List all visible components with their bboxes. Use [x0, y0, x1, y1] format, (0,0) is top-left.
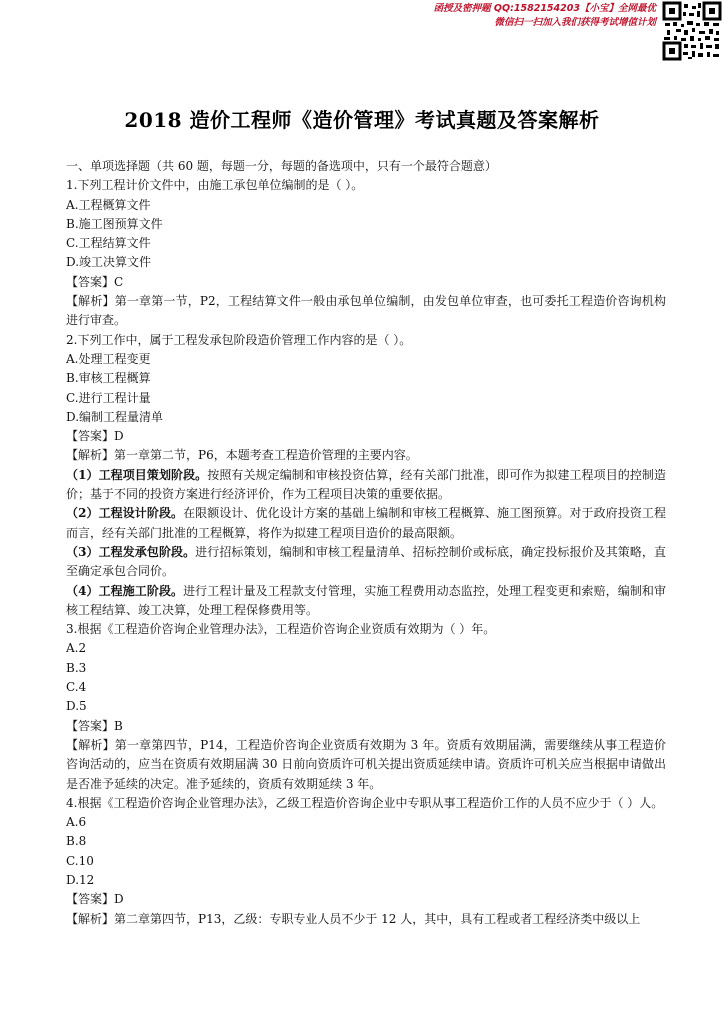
question-stem: 3.根据《工程造价咨询企业管理办法》，工程造价咨询企业资质有效期为（ ）年。 [66, 622, 496, 637]
option-d: D.编制工程量清单 [66, 409, 164, 424]
analysis: 【解析】第二章第四节，P13，乙级：专职专业人员不少于 12 人，其中，具有工程或者工程经济类中级以上 [66, 911, 641, 926]
analysis-point-label: （2）工程设计阶段。 [66, 506, 184, 521]
qr-code-icon [662, 1, 722, 61]
analysis-point-text: 进行招标策划，编制和审核工程量清单、招标控制价或标底，确定投标报价及其策略，直至确定承包合同价。 [66, 544, 666, 579]
analysis-point-label: （4）工程施工阶段。 [66, 583, 184, 598]
option-b: B.8 [66, 834, 87, 849]
analysis: 【解析】第一章第二节，P6，本题考查工程造价管理的主要内容。 [66, 448, 418, 463]
question-stem: 2.下列工作中，属于工程发承包阶段造价管理工作内容的是（ ）。 [66, 332, 412, 347]
analysis-point-text: 按照有关规定编制和审核投资估算，经有关部门批准，即可作为拟建工程项目的控制造价；基于不同的投资方案进行经济评价，作为工程项目决策的重要依据。 [66, 467, 666, 502]
analysis: 【解析】第一章第一节，P2，工程结算文件一般由承包单位编制，由发包单位审查，也可委托工程造价咨询机构进行审查。 [66, 294, 666, 328]
analysis-point-text: 在限额设计、优化设计方案的基础上编制和审核工程概算、施工图预算。对于政府投资工程而言，经有关部门批准的工程概算，将作为拟建工程项目造价的最高限额。 [66, 506, 666, 540]
section-heading: 一、单项选择题（共 60 题，每题一分，每题的备选项中，只有一个最符合题意） [66, 159, 497, 173]
analysis-point-text: 进行工程计量及工程款支付管理，实施工程费用动态监控，处理工程变更和索赔，编制和审核工程结算、竣工决算，处理工程保修费用等。 [66, 583, 666, 617]
analysis-point-label: （3）工程发承包阶段。 [66, 544, 196, 559]
analysis-point [66, 504, 666, 543]
promo-banner-line1: 函授及密押题 QQ:1582154203【小宝】全网最优 [433, 3, 656, 14]
analysis-point-label: （1）工程项目策划阶段。 [66, 467, 208, 482]
option-d: D.5 [66, 699, 87, 714]
option-b: B.审核工程概算 [66, 371, 151, 386]
option-a: A.工程概算文件 [66, 197, 151, 212]
answer: 【答案】B [66, 718, 123, 733]
option-c: C.4 [66, 680, 87, 695]
question-stem: 1.下列工程计价文件中，由施工承包单位编制的是（ ）。 [66, 178, 364, 193]
option-a: A.2 [66, 641, 87, 656]
promo-banner [336, 2, 656, 30]
option-c: C.进行工程计量 [66, 390, 151, 405]
option-a: A.6 [66, 815, 87, 830]
analysis: 【解析】第一章第四节，P14，工程造价咨询企业资质有效期为 3 年。资质有效期届满，需要继续从事工程造价咨询活动的，应当在资质有效期届满 30 日前向资质许可机关提出资质延续申请。资质许可机关应当根据申请做出是否准予延续的决定。准予延续的，资质有效期延续 3 年。 [66, 737, 666, 791]
analysis-point [66, 466, 666, 505]
option-d: D.竣工决算文件 [66, 255, 152, 270]
option-c: C.工程结算文件 [66, 236, 151, 251]
option-c: C.10 [66, 853, 94, 868]
answer: 【答案】D [66, 892, 124, 907]
option-a: A.处理工程变更 [66, 351, 151, 366]
question-stem: 4.根据《工程造价咨询企业管理办法》，乙级工程造价咨询企业中专职从事工程造价工作的人员不应少于（ ）人。 [66, 795, 664, 810]
option-b: B.3 [66, 660, 87, 675]
analysis-point [66, 582, 666, 621]
page-title: 2018 造价工程师《造价管理》考试真题及答案解析 [124, 108, 600, 132]
analysis-point [66, 543, 666, 582]
answer: 【答案】C [66, 274, 124, 289]
option-b: B.施工图预算文件 [66, 216, 163, 231]
option-d: D.12 [66, 872, 95, 887]
promo-banner-line2: 微信扫一扫加入我们获得考试增值计划 [494, 17, 656, 28]
answer: 【答案】D [66, 429, 124, 444]
document-body [66, 157, 666, 929]
